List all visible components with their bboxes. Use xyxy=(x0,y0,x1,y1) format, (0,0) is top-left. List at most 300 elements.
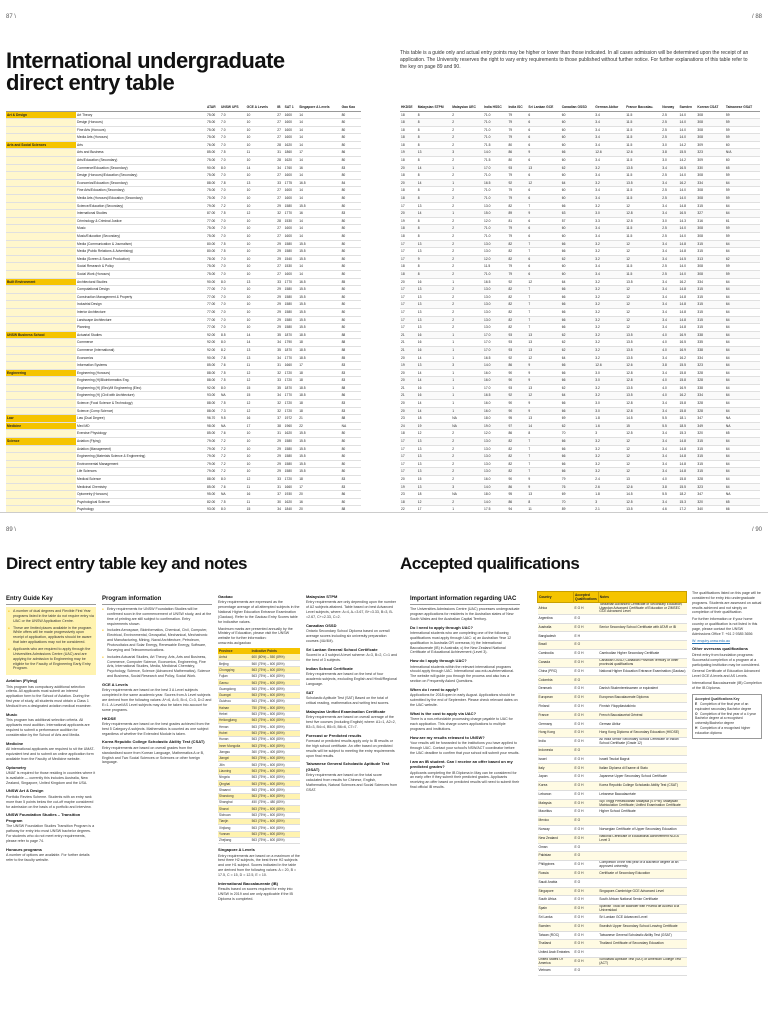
country-row xyxy=(538,896,687,905)
score-cell: 17.0 xyxy=(483,164,507,172)
score-cell: 18 xyxy=(298,369,340,377)
province-cell: 563 (75%) – 600 (80%) xyxy=(251,787,300,793)
score-cell: 64 xyxy=(725,392,760,400)
score-cell: 347 xyxy=(696,491,725,499)
score-cell: 20 xyxy=(400,354,417,362)
faculty-cell xyxy=(6,255,76,263)
score-cell: 17 xyxy=(400,240,417,248)
score-cell: 6 xyxy=(527,255,560,263)
province-cell: 563 (75%) – 600 (80%) xyxy=(251,806,300,812)
program-name: Media Arts (Honours) xyxy=(76,134,206,142)
score-cell: 13 xyxy=(417,308,451,316)
score-cell: 86 xyxy=(507,362,527,370)
score-cell: 16 xyxy=(417,339,451,347)
province-cell: Hunan xyxy=(218,736,251,742)
country-name: Australia xyxy=(538,623,574,632)
score-cell: 2 xyxy=(451,308,483,316)
score-cell: 93.00 xyxy=(206,506,220,512)
score-cell: 14 xyxy=(298,141,340,149)
score-cell: 71.0 xyxy=(483,270,507,278)
score-cell: 14.0 xyxy=(679,111,697,119)
score-cell: 14.0 xyxy=(483,362,507,370)
score-cell: 328 xyxy=(696,400,725,408)
program-name: Design (Honours)/Education (Secondary) xyxy=(76,172,206,180)
program-row xyxy=(400,324,760,332)
program-name: Economics/Education (Secondary) xyxy=(76,179,206,187)
score-cell: 7 xyxy=(527,445,560,453)
program-name: Engineering (H) (Elec)/M Engineering (Elec) xyxy=(76,384,206,392)
faculty-cell: UNSW Business School xyxy=(6,331,76,339)
program-name: Fine Arts/Education (Secondary) xyxy=(76,187,206,195)
province-cell: Chongqing xyxy=(218,667,251,673)
enquiry-link[interactable]: W: enquiry.unsw.edu.au xyxy=(692,638,731,643)
score-cell: 32 xyxy=(276,369,283,377)
program-name: Information Systems xyxy=(76,362,206,370)
score-cell: 315 xyxy=(696,468,725,476)
score-cell: 7.5 xyxy=(220,210,246,218)
program-row xyxy=(6,119,361,127)
column-header: IB xyxy=(276,100,283,111)
score-cell: 15 xyxy=(417,476,451,484)
score-cell: 8.0 xyxy=(220,278,246,286)
score-cell: 1600 xyxy=(284,195,299,203)
score-cell: 8 xyxy=(417,119,451,127)
score-cell: 64 xyxy=(725,301,760,309)
score-cell: 3.2 xyxy=(594,202,625,210)
score-cell: 1790 xyxy=(284,339,299,347)
qualification-notes-column xyxy=(306,591,398,795)
score-cell: 3.4 xyxy=(661,293,678,301)
score-cell: 82 xyxy=(507,286,527,294)
score-cell: 12 xyxy=(246,369,277,377)
qualification-codes: E O H xyxy=(574,808,599,817)
score-cell: 7 xyxy=(527,324,560,332)
faculty-cell xyxy=(6,202,76,210)
qualification-notes: Korea Republic College Scholastic Ability Test (CSAT) xyxy=(598,782,686,791)
score-cell: 1660 xyxy=(284,362,299,370)
score-cell: 3.4 xyxy=(661,278,678,286)
score-cell: 3.4 xyxy=(661,498,678,506)
score-cell: 80 xyxy=(341,263,361,271)
score-cell: 5.5 xyxy=(661,422,678,430)
country-name: Cambodia xyxy=(538,650,574,659)
score-cell: 18 xyxy=(400,141,417,149)
score-cell: 3.4 xyxy=(594,111,625,119)
score-cell: 92.00 xyxy=(206,339,220,347)
program-row xyxy=(400,202,760,210)
score-cell: 2.5 xyxy=(661,134,678,142)
score-cell: 14.8 xyxy=(679,316,697,324)
score-cell: 14.0 xyxy=(483,149,507,157)
score-cell: 14.0 xyxy=(679,263,697,271)
score-cell: 90 xyxy=(507,476,527,484)
score-cell: 66 xyxy=(561,149,595,157)
score-cell: 315 xyxy=(696,445,725,453)
score-cell: 6 xyxy=(527,172,560,180)
program-row xyxy=(400,377,760,385)
score-cell: 14.0 xyxy=(679,225,697,233)
score-cell: 95.00 xyxy=(206,491,220,499)
score-cell: 15.5 xyxy=(679,149,697,157)
score-cell: 80 xyxy=(341,233,361,241)
score-cell: 16.5 xyxy=(483,179,507,187)
score-cell: 1580 xyxy=(284,468,299,476)
score-cell: 29 xyxy=(276,255,283,263)
score-cell: 2 xyxy=(451,286,483,294)
program-row xyxy=(400,286,760,294)
qualification-notes: Spanish Título de Bachiller with Prueba de Acceso a la Universidad xyxy=(598,905,686,914)
score-cell: 14 xyxy=(417,179,451,187)
score-cell: 11.5 xyxy=(625,233,661,241)
qualification-codes: E O xyxy=(574,746,599,755)
score-cell: 3.0 xyxy=(594,400,625,408)
score-cell: 16.5 xyxy=(483,278,507,286)
program-name: Social Work (Honours) xyxy=(76,270,206,278)
score-cell: 315 xyxy=(696,286,725,294)
score-cell: 93 xyxy=(507,384,527,392)
score-cell: 29 xyxy=(276,438,283,446)
qualification-notes: Tanzanian Advanced Certificate of Secondary Education; Ugandan Advanced Certificate of Education or ZIMSEC GCE Advanced Level xyxy=(598,603,686,615)
score-cell: 17.0 xyxy=(483,384,507,392)
program-name: Commerce (International) xyxy=(76,346,206,354)
column-header: Province xyxy=(218,648,251,654)
score-cell: 83 xyxy=(341,407,361,415)
score-cell: 4.0 xyxy=(661,346,678,354)
score-cell: 59 xyxy=(725,111,760,119)
program-row xyxy=(400,354,760,362)
sidebar-text: General Certificate of Education Advanced Level GCE A levels and AS Levels. xyxy=(692,669,760,679)
score-cell: 29 xyxy=(276,308,283,316)
score-cell: 80 xyxy=(341,438,361,446)
score-cell: 1580 xyxy=(284,286,299,294)
score-cell: 13.0 xyxy=(483,308,507,316)
score-cell: 3.0 xyxy=(661,217,678,225)
score-cell: NA xyxy=(451,491,483,499)
score-cell: 9 xyxy=(527,210,560,218)
score-cell: 1.6 xyxy=(594,422,625,430)
province-cell: Tianjin xyxy=(218,818,251,824)
score-cell: 13 xyxy=(417,460,451,468)
qualification-codes: E O H xyxy=(574,957,599,966)
score-cell: 97 xyxy=(507,422,527,430)
score-cell: 13 xyxy=(527,384,560,392)
score-cell: 2 xyxy=(451,141,483,149)
program-row xyxy=(400,331,760,339)
legend-title: Accepted Qualifications Key xyxy=(695,696,740,701)
country-row xyxy=(538,852,687,861)
column-header: Sweden xyxy=(679,100,697,111)
score-cell: 1 xyxy=(451,278,483,286)
score-cell: 8.2 xyxy=(220,346,246,354)
score-cell: 17 xyxy=(400,324,417,332)
program-row xyxy=(6,354,361,362)
score-cell: 12.8 xyxy=(625,407,661,415)
score-cell: 31 xyxy=(276,362,283,370)
country-row xyxy=(538,755,687,764)
score-cell: 1600 xyxy=(284,119,299,127)
faculty-cell xyxy=(6,164,76,172)
score-cell: 315 xyxy=(696,460,725,468)
score-cell: 8 xyxy=(417,172,451,180)
score-cell: 7.5 xyxy=(220,400,246,408)
score-cell: 33 xyxy=(276,179,283,187)
program-row xyxy=(400,240,760,248)
score-cell: 13 xyxy=(527,491,560,499)
score-cell: 62 xyxy=(561,422,595,430)
section-text: There is a non-refundable processing charge payable to UAC for each application. This charge covers applications to multiple programs and institutions. xyxy=(410,717,513,731)
score-cell: 93 xyxy=(507,164,527,172)
score-cell: 29 xyxy=(276,286,283,294)
country-row xyxy=(538,729,687,738)
program-name: Exercise Physiology xyxy=(76,430,206,438)
score-cell: 80 xyxy=(341,141,361,149)
program-row xyxy=(400,339,760,347)
score-cell: 3.4 xyxy=(661,453,678,461)
qualification-notes xyxy=(598,746,686,755)
country-row xyxy=(538,764,687,773)
legend-text: Completion of a recognised higher education diploma xyxy=(695,726,751,735)
score-cell: 80 xyxy=(341,498,361,506)
program-row xyxy=(400,233,760,241)
country-row xyxy=(538,676,687,685)
score-cell: 315 xyxy=(696,240,725,248)
faculty-cell xyxy=(6,308,76,316)
province-cell: 563 (75%) – 600 (80%) xyxy=(251,736,300,742)
section-text: Maximum marks are presented annually by the Ministry of Education, please visit the UNSW website for further information: unsw.edu.au/gaokao xyxy=(218,626,293,646)
score-cell: 64 xyxy=(725,476,760,484)
score-cell: 59 xyxy=(725,187,760,195)
score-cell: 7.0 xyxy=(220,286,246,294)
province-cell: Sichuan xyxy=(218,812,251,818)
score-cell: 3.0 xyxy=(594,369,625,377)
score-cell: 16.0 xyxy=(483,407,507,415)
score-cell: 15.5 xyxy=(298,248,340,256)
score-cell: 14.0 xyxy=(483,498,507,506)
score-cell: 88 xyxy=(341,415,361,423)
score-cell: 16.5 xyxy=(298,179,340,187)
score-cell: 27 xyxy=(276,225,283,233)
score-cell: 60 xyxy=(725,141,760,149)
country-name: United States Of America xyxy=(538,957,574,966)
qualification-codes: E O H xyxy=(574,650,599,659)
score-cell: 79 xyxy=(561,476,595,484)
score-cell: 9 xyxy=(527,377,560,385)
score-cell: 10 xyxy=(246,134,277,142)
section-text: Entry requirements are based on the best 3 A Level subjects completed in the same academic year. Scores from A Level subjects are derived from the following values: A*=6, A=5, B=4, C=3, D=2 and E=1. A Level/AS Level subjects may also be taken into account for some programs. xyxy=(102,688,212,712)
score-cell: 9 xyxy=(527,407,560,415)
score-cell: 3.4 xyxy=(594,172,625,180)
score-cell: 14.8 xyxy=(679,324,697,332)
score-cell: 21 xyxy=(298,415,340,423)
score-cell: 71.0 xyxy=(483,187,507,195)
program-row xyxy=(400,468,760,476)
score-cell: 14 xyxy=(298,263,340,271)
score-cell: 35 xyxy=(276,346,283,354)
qualification-codes: E O xyxy=(574,614,599,623)
score-cell: 90 xyxy=(507,377,527,385)
qualification-notes: National Higher Education Entrance Examination (Gaokao) xyxy=(598,667,686,676)
score-cell: 309 xyxy=(696,141,725,149)
score-cell: 63 xyxy=(561,210,595,218)
province-cell: 563 (75%) – 600 (80%) xyxy=(251,755,300,761)
country-row xyxy=(538,614,687,623)
province-cell: Jiangsu xyxy=(218,749,251,755)
province-cell: 563 (75%) – 600 (80%) xyxy=(251,812,300,818)
score-cell: 10 xyxy=(246,324,277,332)
score-cell: 308 xyxy=(696,233,725,241)
score-cell: 66 xyxy=(561,324,595,332)
section-heading: How are my results released to UNSW? xyxy=(410,734,485,740)
score-cell: 13.5 xyxy=(625,179,661,187)
qualification-codes: E O xyxy=(574,966,599,975)
qualification-notes: German Abitur xyxy=(598,720,686,729)
score-cell: 71.0 xyxy=(483,195,507,203)
score-cell: 11.5 xyxy=(625,172,661,180)
page-number-right: / 90 xyxy=(751,527,762,533)
score-cell: 29 xyxy=(276,240,283,248)
score-cell: 308 xyxy=(696,225,725,233)
score-cell: 79 xyxy=(507,126,527,134)
province-cell: 563 (75%) – 600 (80%) xyxy=(251,724,300,730)
program-name: Media (Communication & Journalism) xyxy=(76,240,206,248)
score-cell: 9 xyxy=(527,483,560,491)
score-cell: 92.00 xyxy=(206,384,220,392)
score-cell: 13 xyxy=(246,346,277,354)
score-cell: 20 xyxy=(400,278,417,286)
program-row xyxy=(400,392,760,400)
faculty-cell xyxy=(6,384,76,392)
score-cell: 3.4 xyxy=(661,460,678,468)
score-cell: 7.2 xyxy=(220,468,246,476)
score-cell: 14.8 xyxy=(679,301,697,309)
score-cell: 16.0 xyxy=(483,476,507,484)
qualification-codes: E O H xyxy=(574,869,599,878)
qualification-codes: E O H xyxy=(574,861,599,870)
score-cell: 77.00 xyxy=(206,301,220,309)
score-cell: 21 xyxy=(400,331,417,339)
score-cell: 3.4 xyxy=(661,369,678,377)
country-name: Italy xyxy=(538,764,574,773)
score-cell: 12 xyxy=(625,453,661,461)
score-cell: 60 xyxy=(561,111,595,119)
score-cell: 64 xyxy=(725,308,760,316)
province-cell: 450 (75%) – 480 (80%) xyxy=(251,799,300,805)
faculty-cell xyxy=(6,362,76,370)
program-name: Medical Science xyxy=(76,476,206,484)
score-cell: 309 xyxy=(696,157,725,165)
score-cell: 3.3 xyxy=(594,217,625,225)
score-cell: 2.4 xyxy=(594,476,625,484)
score-cell: 340 xyxy=(696,506,725,512)
score-cell: 85 xyxy=(341,278,361,286)
section-heading: SAT xyxy=(306,689,314,695)
score-cell: 16 xyxy=(417,392,451,400)
score-cell: 14.8 xyxy=(679,286,697,294)
score-cell: 14 xyxy=(417,354,451,362)
score-cell: 20 xyxy=(400,369,417,377)
score-cell: 4.0 xyxy=(661,392,678,400)
score-cell: 1580 xyxy=(284,445,299,453)
score-cell: 13.5 xyxy=(625,392,661,400)
score-cell: 15 xyxy=(246,506,277,512)
program-row xyxy=(400,498,760,506)
faculty-cell xyxy=(6,240,76,248)
score-cell: 77.00 xyxy=(206,324,220,332)
score-cell: 5.5 xyxy=(661,491,678,499)
score-cell: 338 xyxy=(696,346,725,354)
score-cell: 3.4 xyxy=(594,187,625,195)
program-row xyxy=(6,263,361,271)
province-cell: 600 (80%) – 550 (89%) xyxy=(251,654,300,660)
score-cell: 12.8 xyxy=(625,369,661,377)
score-cell: 323 xyxy=(696,149,725,157)
score-cell: 8 xyxy=(417,195,451,203)
score-cell: 60 xyxy=(561,157,595,165)
score-cell: 7.8 xyxy=(220,354,246,362)
score-cell: 12 xyxy=(625,255,661,263)
score-cell: 12.8 xyxy=(625,210,661,218)
score-cell: 64 xyxy=(725,331,760,339)
score-cell: 66 xyxy=(561,202,595,210)
score-cell: 14.5 xyxy=(625,415,661,423)
score-cell: 66 xyxy=(561,453,595,461)
score-cell: 18.5 xyxy=(298,384,340,392)
score-cell: 6 xyxy=(527,187,560,195)
score-cell: 12.6 xyxy=(594,149,625,157)
score-cell: 1930 xyxy=(284,491,299,499)
score-cell: 12 xyxy=(625,240,661,248)
faculty-cell: Engineering xyxy=(6,369,76,377)
qualification-codes: E O xyxy=(574,817,599,826)
province-cell: 563 (75%) – 600 (80%) xyxy=(251,818,300,824)
score-cell: 18 xyxy=(400,430,417,438)
province-cell: 563 (75%) – 600 (80%) xyxy=(251,686,300,692)
score-cell: 79.00 xyxy=(206,460,220,468)
score-cell: 59 xyxy=(725,195,760,203)
program-row xyxy=(400,179,760,187)
qualification-notes: Israeli Teudat Bagrut xyxy=(598,755,686,764)
score-cell: 7.0 xyxy=(220,195,246,203)
program-name: Architectural Studies xyxy=(76,278,206,286)
program-name: Industrial Design xyxy=(76,301,206,309)
score-cell: 315 xyxy=(696,438,725,446)
score-cell: 83 xyxy=(341,362,361,370)
program-name: Art Theory xyxy=(76,111,206,119)
score-cell: 10 xyxy=(246,233,277,241)
score-cell: 3.4 xyxy=(661,210,678,218)
program-row xyxy=(6,339,361,347)
score-cell: 1.8 xyxy=(594,491,625,499)
score-cell: 12 xyxy=(625,324,661,332)
program-row xyxy=(6,362,361,370)
score-cell: 16.2 xyxy=(679,392,697,400)
score-cell: 2.5 xyxy=(661,126,678,134)
score-cell: 1 xyxy=(451,339,483,347)
program-row xyxy=(6,240,361,248)
score-cell: 1580 xyxy=(284,438,299,446)
legend-code: E xyxy=(695,702,698,707)
score-cell: 66 xyxy=(561,316,595,324)
program-row xyxy=(6,476,361,484)
score-cell: 2 xyxy=(451,316,483,324)
section-heading: Aviation (Flying) xyxy=(6,678,38,684)
score-cell: 13 xyxy=(527,339,560,347)
score-cell: 13.0 xyxy=(483,301,507,309)
score-cell: 12 xyxy=(625,438,661,446)
score-cell: 29 xyxy=(276,202,283,210)
program-row xyxy=(6,255,361,263)
score-cell: 59 xyxy=(725,126,760,134)
